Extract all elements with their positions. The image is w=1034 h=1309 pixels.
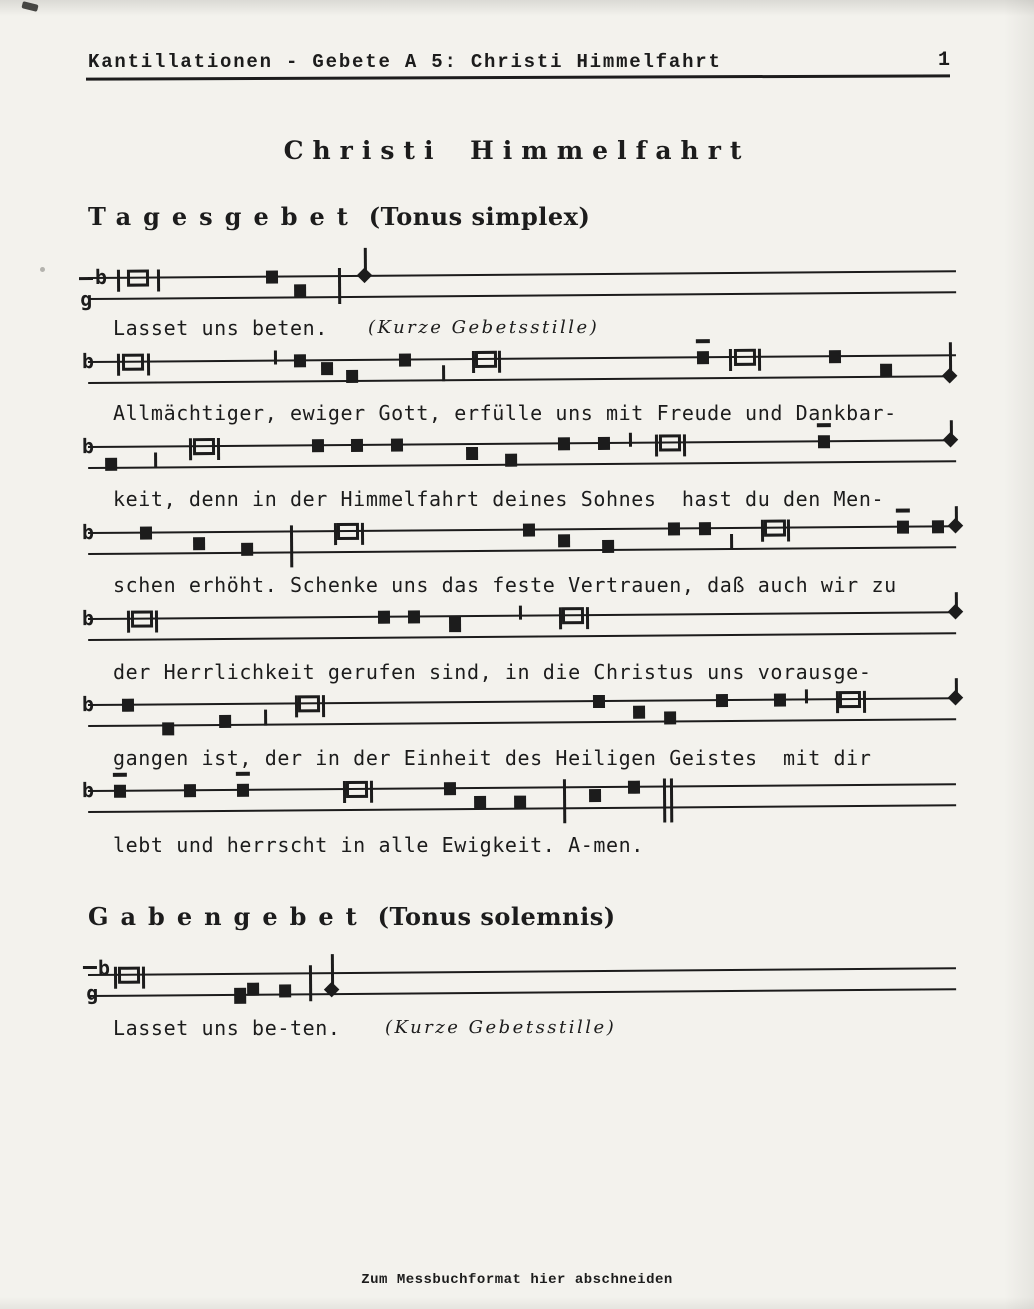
scan-edge-bottom [0,1297,1034,1309]
note-square [602,539,614,552]
diamond-note [357,268,373,284]
lyric-note: (Kurze Gebetsstille) [385,1017,617,1038]
clef-b: b [81,691,95,717]
note-square [193,537,205,550]
barline [730,534,733,550]
recitation-box [475,351,497,368]
note-square [140,526,152,539]
header-rule [86,74,950,80]
stave-line [88,354,956,363]
barline [338,268,341,304]
note-square [633,705,645,718]
stave-line [88,375,956,384]
stave-line [88,783,956,792]
clef-g: g [80,286,93,312]
section-name: Tagesgebet [88,202,360,231]
recitation-box [839,691,861,708]
lyric-line: gangen ist, der in der Einheit des Heiligen Geistes mit dir [113,746,872,770]
section-heading-tagesgebet [88,202,590,231]
episema [113,773,127,777]
section-tonus: (Tonus simplex) [359,202,591,231]
recitation-box [734,349,756,366]
note-square [247,982,259,995]
diamond-note [948,604,964,620]
diamond-note [943,432,959,448]
scan-speck [40,267,45,272]
diamond-note [948,690,964,706]
note-square [351,438,363,451]
note-square [234,988,246,1004]
clef-b: b [97,955,111,980]
barline [758,349,761,371]
barline [264,710,267,726]
recitation-box [193,438,215,455]
note-square [818,435,830,448]
barline [787,520,790,542]
lyric-line: lebt und herrscht in alle Ewigkeit. A-men. [113,833,644,857]
section-tonus: (Tonus solemnis) [368,902,616,931]
note-square [391,438,403,451]
barline [361,523,364,545]
note-square [880,363,892,376]
barline [663,778,666,822]
note-square [346,369,358,382]
note-square [237,783,249,796]
clef-b: b [81,348,95,374]
note-square [219,714,231,727]
barline [290,525,293,567]
stave-line [88,697,956,706]
note-square [699,522,711,535]
barline [155,610,158,632]
note-square [558,534,570,547]
note-square [668,522,680,535]
stave-line [88,632,956,641]
recitation-box [562,607,584,624]
recitation-box [122,354,144,371]
barline [127,611,130,633]
barline [189,438,192,460]
note-square [184,784,196,797]
note-square [716,693,728,706]
barline [629,433,632,447]
note-square [505,453,517,466]
page-title: Christi Himmelfahrt [283,136,751,165]
note-square [241,542,253,555]
note-square [399,353,411,366]
barline [498,351,501,373]
barline [563,779,566,823]
scan-edge-top [0,0,1034,16]
recitation-box [131,611,153,628]
note-square [897,520,909,533]
recitation-box [764,520,786,537]
episema [696,339,710,343]
clef-b: b [81,519,95,545]
note-square [122,698,134,711]
stave-line [88,460,956,469]
stave-line [88,611,956,620]
recitation-box [127,270,149,287]
recitation-box [118,967,140,984]
clef-ledger-dash [83,966,97,969]
note-square [589,788,601,801]
barline [274,351,277,365]
note-square [664,711,676,724]
clef-b: b [94,264,108,289]
note-square [558,437,570,450]
note-square [466,446,478,459]
barline [670,778,673,822]
barline [322,695,325,717]
note-square [932,520,944,533]
barline [309,965,312,1001]
note-square [266,270,278,283]
stave-line [88,967,956,976]
note-square [598,436,610,449]
barline [217,438,220,460]
stave-line [88,988,956,997]
barline [805,689,808,703]
note-square [408,610,420,623]
lyric-note: (Kurze Gebetsstille) [368,317,600,338]
recitation-box [659,434,681,451]
lyric-line: Lasset uns beten. [113,316,328,340]
lyric-line: Allmächtiger, ewiger Gott, erfülle uns mit Freude und Dankbar- [113,401,897,425]
episema [236,772,250,776]
section-name: Gabengebet [88,902,369,931]
note-square [628,780,640,793]
note-square [523,523,535,536]
barline [442,365,445,381]
barline [729,349,732,371]
note-square [514,795,526,808]
scan-edge-right [1004,0,1034,1309]
note-square [444,782,456,795]
barline [655,435,658,457]
clef-b: b [81,433,95,459]
note-square [162,722,174,735]
barline [147,354,150,376]
note-square [294,354,306,367]
note-square [279,984,291,997]
clef-ledger-dash [79,277,93,280]
note-square [321,362,333,375]
note-square [312,439,324,452]
note-square [378,610,390,623]
note-square [697,351,709,364]
clef-b: b [81,605,95,631]
note-square [449,616,461,632]
barline [117,354,120,376]
note-square [774,693,786,706]
barline [519,606,522,620]
barline [157,269,160,291]
page-number: 1 [938,49,951,72]
episema [896,509,910,513]
recitation-box [298,695,320,712]
recitation-box [337,523,359,540]
barline [154,452,157,468]
barline [114,967,117,989]
diamond-note [948,518,964,534]
lyric-line: schen erhöht. Schenke uns das feste Vertrauen, daß auch wir zu [113,573,897,597]
stave-line [88,291,956,300]
barline [142,967,145,989]
lyric-line: keit, denn in der Himmelfahrt deines Sohnes hast du den Men- [113,487,885,511]
note-square [593,694,605,707]
note-square [474,795,486,808]
clef-g: g [86,980,99,1006]
recitation-box [346,781,368,798]
stave-line [88,270,956,279]
lyric-line: Lasset uns be-ten. [113,1016,341,1040]
clef-b: b [81,777,95,803]
diamond-note [942,368,958,384]
running-header: Kantillationen - Gebete A 5: Christi Himmelfahrt [88,51,722,73]
cut-line-note: Zum Messbuchformat hier abschneiden [361,1272,673,1288]
barline [370,781,373,803]
barline [683,434,686,456]
stave-line [88,546,956,555]
barline [586,607,589,629]
note-square [294,284,306,297]
barline [117,270,120,292]
note-square [105,457,117,470]
barline [863,691,866,713]
note-square [829,350,841,363]
lyric-line: der Herrlichkeit gerufen sind, in die Christus uns vorausge- [113,660,872,684]
note-square [114,784,126,797]
